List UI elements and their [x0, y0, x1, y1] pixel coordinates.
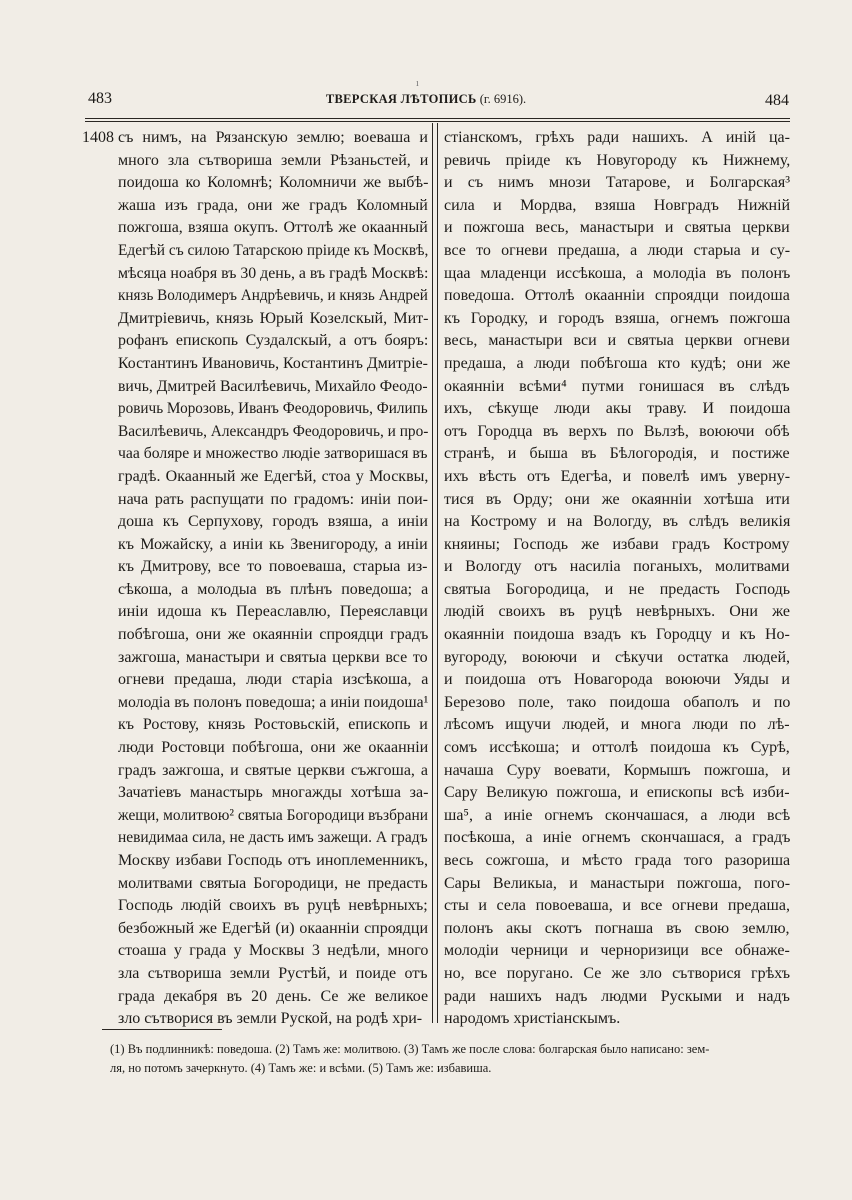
text-line: предаша, а люди побѣгоша кто кудѣ; они же — [444, 354, 791, 372]
text-line: щаа младенци иссѣкоша, а молодіа въ полонъ — [444, 264, 791, 282]
text-line: стіанскомъ, грѣхъ ради нашихъ. А иній ца- — [444, 129, 790, 146]
text-line: къ Городку, и городъ взяша, огнемъ пожгоша — [444, 309, 791, 327]
footnote-line: ля, но потомъ зачеркнуто. (4) Тамъ же: и всѣми. (5) Тамъ же: избавиша. — [110, 1061, 492, 1075]
text-line: поведоша. Оттолѣ окаанніи спроядци поидоша — [444, 287, 790, 305]
text-line: Едегѣй съ силою Татарскою пріиде къ Москвѣ, — [118, 241, 429, 259]
text-line: Дмитріевичь, князь Юрый Козелскый, Мит- — [118, 309, 429, 327]
left-text-column — [118, 127, 428, 1031]
margin-year: 1408 — [82, 129, 114, 146]
text-line: градъ зажгоша, и святые церкви съжгоша, а — [118, 761, 429, 779]
text-line: князь Володимеръ Андрѣевичь, и князь Андрей — [118, 287, 428, 305]
running-title: ТВЕРСКАЯ ЛѢТОПИСЬ — [325, 92, 477, 106]
text-line: Господь людій своихъ въ руцѣ невѣрныхъ; — [118, 897, 428, 915]
text-line: сты и села повоеваша, и все огневи предаша, — [444, 897, 790, 915]
text-line: ради нашихъ надъ людми Рускыми и надъ — [444, 987, 790, 1005]
running-year: (г. 6916). — [479, 92, 527, 106]
text-line: нача рать распущати по градомъ: иніи пои- — [118, 490, 428, 508]
text-line: весь сожгоша, и мѣсто града того разориша — [444, 852, 791, 869]
text-line: огневи предаша, люди старіа изсѣкоша, а — [118, 671, 429, 689]
footnote-line: (1) Въ подлинникѣ: поведоша. (2) Тамъ же: молитвою. (3) Тамъ же после слова: болгарская было написано: зем- — [110, 1042, 710, 1056]
text-line: тися въ Орду; они же окаянніи хотѣша ити — [444, 490, 790, 508]
text-line: пожгоша, взяша окупъ. Оттолѣ же окаанный — [118, 219, 428, 237]
text-line: вичь, Дмитрей Василѣевичь, Михайло Феодо- — [118, 377, 428, 395]
text-line: и поидоша отъ Новагорода воюючи Уяды и — [444, 671, 790, 689]
text-line: зло сътворися въ земли Руской, на родѣ хри- — [118, 1010, 423, 1028]
text-line: побѣгоша, они же окаянніи спроядци градъ — [118, 626, 429, 644]
text-line: вугороду, воюючи и сѣкучи остатка людей, — [444, 648, 791, 666]
text-line: ровичь Морозовь, Иванъ Феодоровичь, Филипь — [118, 400, 428, 418]
text-line: Сару Великую пожгоша, и епископы всѣ изби- — [444, 784, 790, 802]
header-rule — [85, 118, 790, 119]
text-line: зажгоша, манастыри и святыа церкви все то — [118, 648, 428, 666]
text-line: и Вологду отъ насиліа поганыхъ, молитвами — [444, 558, 790, 576]
text-line: чаа боляре и множество людіе затворишася въ — [118, 445, 428, 463]
page-number-left: 483 — [88, 90, 112, 107]
text-line: иніи идоша къ Переаславлю, Переяславци — [118, 603, 428, 621]
text-line: невидимаа сила, не дасть имъ зажещи. А градъ — [118, 829, 428, 847]
text-line: все то огневи предаша, а люди старыа и су- — [444, 241, 791, 259]
text-line: сила и Мордва, взяша Новградъ Нижній — [444, 196, 791, 214]
text-line: но, все поругано. Се же зло сътворися грѣхъ — [444, 964, 790, 982]
text-line: доша къ Серпухову, городъ взяша, а иніи — [118, 513, 428, 531]
text-line: странѣ, и быша въ Бѣлогородія, и постиже — [444, 445, 790, 463]
text-line: молодіа въ полонъ поведоша; а иніи поидоша¹ — [118, 693, 429, 711]
text-line: люди Ростовци побѣгоша, они же окаанніи — [118, 739, 429, 757]
text-line: къ Ростову, князь Ростовьскій, епископь и — [118, 716, 428, 734]
text-line: ревичь пріиде къ Новугороду къ Нижнему, — [444, 151, 791, 169]
text-line: на Кострому и на Вологду, въ слѣдъ великія — [444, 513, 791, 531]
text-line: Сары Великыа, и манастыри пожгоша, пого- — [444, 874, 791, 892]
text-line: рофанъ епископь Суздалскый, а отъ бояръ: — [118, 332, 429, 350]
text-line: лѣсомъ ищучи людей, и многа люди по лѣ- — [444, 716, 790, 734]
page-number-right: 484 — [765, 92, 789, 109]
text-line: ихъ, сѣкуще люди акы траву. И поидоша — [444, 400, 791, 418]
text-line: стоаша у града у Москвы 3 недѣли, много — [118, 942, 429, 960]
text-line: княины; Господь же избави градъ Кострому — [444, 535, 790, 553]
column-divider — [432, 123, 438, 1023]
text-line: начаша Суру воевати, Кормышъ пожгоша, и — [444, 761, 791, 779]
text-line: людій своихъ въ руцѣ невѣрныхъ. Они же — [444, 603, 791, 621]
right-text-column — [444, 127, 790, 1031]
text-line: народомъ христіанскымъ. — [444, 1010, 621, 1028]
text-line: жещи, молитвою² святыа Богородици възбрани — [118, 806, 428, 824]
text-line: града декабря въ 20 день. Се же великое — [118, 987, 429, 1005]
text-line: къ Можайску, а иніи кь Звенигороду, а иніи — [118, 535, 428, 553]
text-line: ихъ вѣсть отъ Едегѣа, и повелѣ имъ уверну- — [444, 467, 791, 485]
text-line: Березово поле, тако поидоша обаполъ и по — [444, 693, 791, 711]
text-line: окаянніи всѣми⁴ путми гонишася въ слѣдъ — [444, 377, 790, 395]
text-line: къ Дмитрову, все то повоеваша, старыа из- — [118, 558, 428, 576]
top-tick-mark: ı — [416, 78, 419, 89]
text-line: и пожгоша весь, манастыри и святыа церкви — [444, 219, 790, 237]
header-rule-double — [85, 121, 790, 122]
text-line: окаянніи поидоша взадъ къ Городцу и къ Но- — [444, 626, 790, 644]
text-line: Зачатіевъ манастырь многажды хотѣша за- — [118, 784, 429, 802]
text-line: весь, манастыри вси и святыа церкви огневи — [444, 332, 790, 350]
text-line: Василѣевичь, Александръ Феодоровичь, и про- — [118, 422, 429, 440]
text-line: зла сътвориша земли Рустѣй, и поиде отъ — [118, 964, 428, 982]
text-line: Костантинъ Ивановичь, Костантинъ Дмитріе- — [118, 354, 428, 372]
text-line: много зла сътвориша земли Рѣзаньстей, и — [118, 151, 429, 169]
text-line: мѣсяца ноабря въ 30 день, а въ градѣ Москвѣ: — [118, 264, 429, 282]
text-line: ша⁵, а иніе огнемъ скончашася, а люди всѣ — [444, 806, 791, 824]
text-line: и съ нимъ мнози Татарове, и Болгарская³ — [444, 174, 791, 192]
text-line: святыа Богородица, и не предасть Господь — [444, 580, 791, 598]
text-line: полонъ акы скотъ погнаша въ свою землю, — [444, 919, 790, 937]
text-line: сомъ иссѣкоша; и оттолѣ поидоша къ Сурѣ, — [444, 739, 790, 757]
text-line: безбожный же Едегѣй (и) окаанніи спроядци — [118, 919, 429, 937]
text-line: поидоша ко Коломнѣ; Коломничи же выбѣ- — [118, 174, 429, 192]
text-line: жаша изъ града, они же градъ Коломный — [118, 196, 428, 214]
text-line: съ нимъ, на Рязанскую землю; воеваша и — [118, 129, 428, 146]
text-line: отъ Городца въ верхъ по Вьлзѣ, воюючи обѣ — [444, 422, 790, 440]
text-line: градѣ. Окаанный же Едегѣй, стоа у Москвы, — [118, 467, 429, 485]
footnote-rule — [102, 1029, 222, 1030]
running-header — [0, 92, 852, 107]
text-line: молодіи черници и черноризици все обнаже- — [444, 942, 790, 960]
text-line: Москву избави Господь отъ иноплеменникъ, — [118, 852, 429, 869]
text-line: молитвами святыа Богородици, не предасть — [118, 874, 428, 892]
text-line: посѣкоша, а иніе огнемъ скончашася, а градъ — [444, 829, 791, 847]
text-line: сѣкоша, а молодыа въ плѣнъ поведоша; а — [118, 580, 429, 598]
footnotes — [110, 1040, 790, 1078]
